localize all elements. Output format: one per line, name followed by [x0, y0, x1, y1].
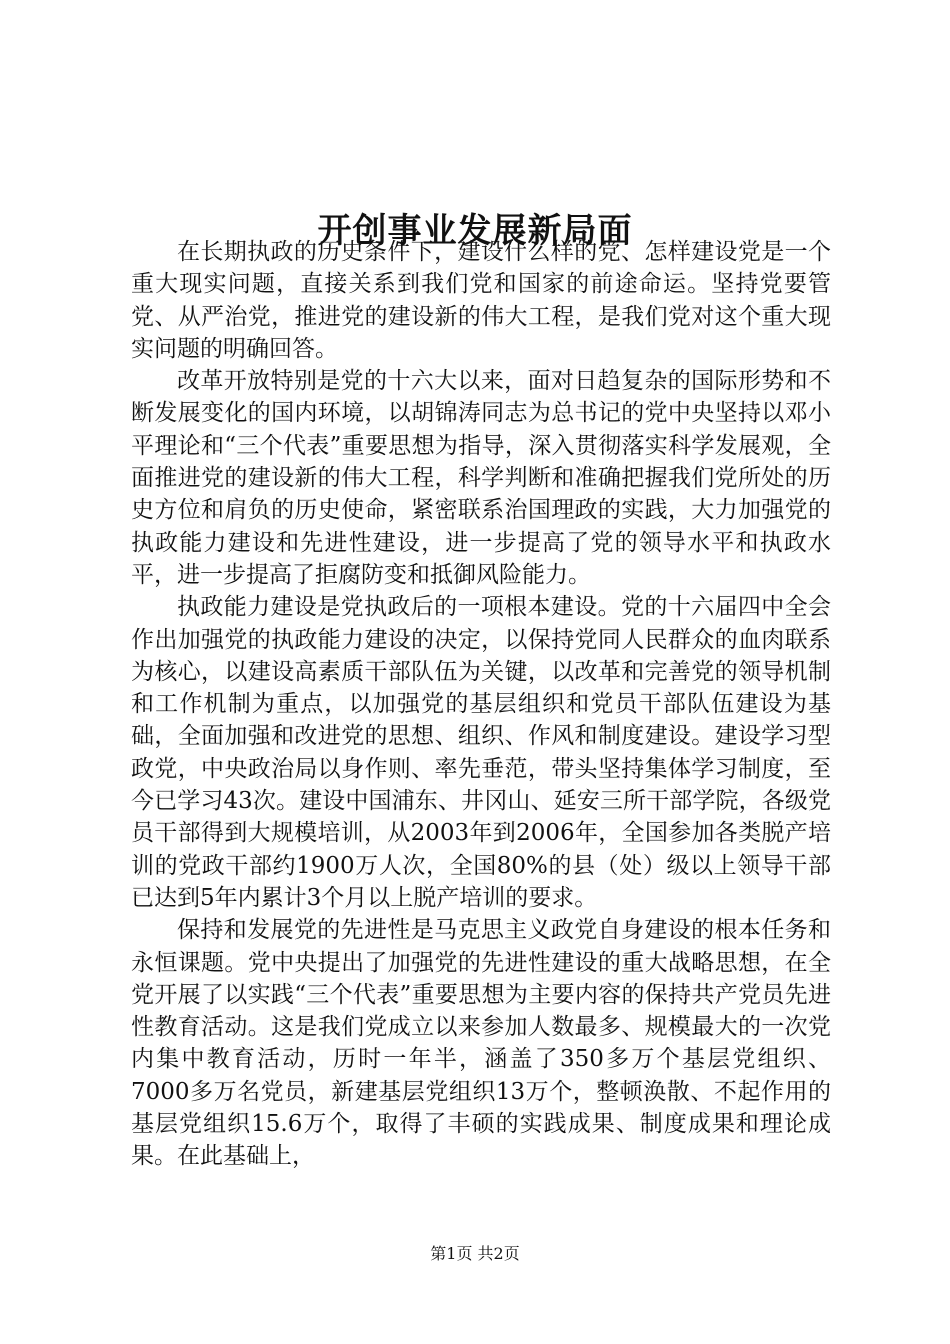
- paragraph-3: 执政能力建设是党执政后的一项根本建设。党的十六届四中全会作出加强党的执政能力建设的决定，以保持党同人民群众的血肉联系为核心，以建设高素质干部队伍为关键，以改革和完善党的领导机制和工作机制为重点，以加强党的基层组织和党员干部队伍建设为基础，全面加强和改进党的思想、组织、作风和制度建设。建设学习型政党，中央政治局以身作则、率先垂范，带头坚持集体学习制度，至今已学习43次。建设中国浦东、井冈山、延安三所干部学院，各级党员干部得到大规模培训，从2003年到2006年，全国参加各类脱产培训的党政干部约1900万人次，全国80%的县（处）级以上领导干部已达到5年内累计3个月以上脱产培训的要求。: [131, 594, 831, 911]
- document-body: [131, 236, 831, 1173]
- paragraph-2: 改革开放特别是党的十六大以来，面对日趋复杂的国际形势和不断发展变化的国内环境，以胡锦涛同志为总书记的党中央坚持以邓小平理论和“三个代表”重要思想为指导，深入贯彻落实科学发展观，全面推进党的建设新的伟大工程，科学判断和准确把握我们党所处的历史方位和肩负的历史使命，紧密联系治国理政的实践，大力加强党的执政能力建设和先进性建设，进一步提高了党的领导水平和执政水平，进一步提高了拒腐防变和抵御风险能力。: [131, 368, 831, 588]
- page-footer: 第1页 共2页: [430, 1244, 520, 1263]
- document-title: 开创事业发展新局面: [317, 210, 633, 251]
- paragraph-4: 保持和发展党的先进性是马克思主义政党自身建设的根本任务和永恒课题。党中央提出了加强党的先进性建设的重大战略思想，在全党开展了以实践“三个代表”重要思想为主要内容的保持共产党员先进性教育活动。这是我们党成立以来参加人数最多、规模最大的一次党内集中教育活动，历时一年半，涵盖了350多万个基层党组织、7000多万名党员，新建基层党组织13万个，整顿涣散、不起作用的基层党组织15.6万个，取得了丰硕的实践成果、制度成果和理论成果。在此基础上，: [131, 917, 831, 1170]
- paragraph-1: 在长期执政的历史条件下，建设什么样的党、怎样建设党是一个重大现实问题，直接关系到我们党和国家的前途命运。坚持党要管党、从严治党，推进党的建设新的伟大工程，是我们党对这个重大现实问题的明确回答。: [131, 239, 831, 362]
